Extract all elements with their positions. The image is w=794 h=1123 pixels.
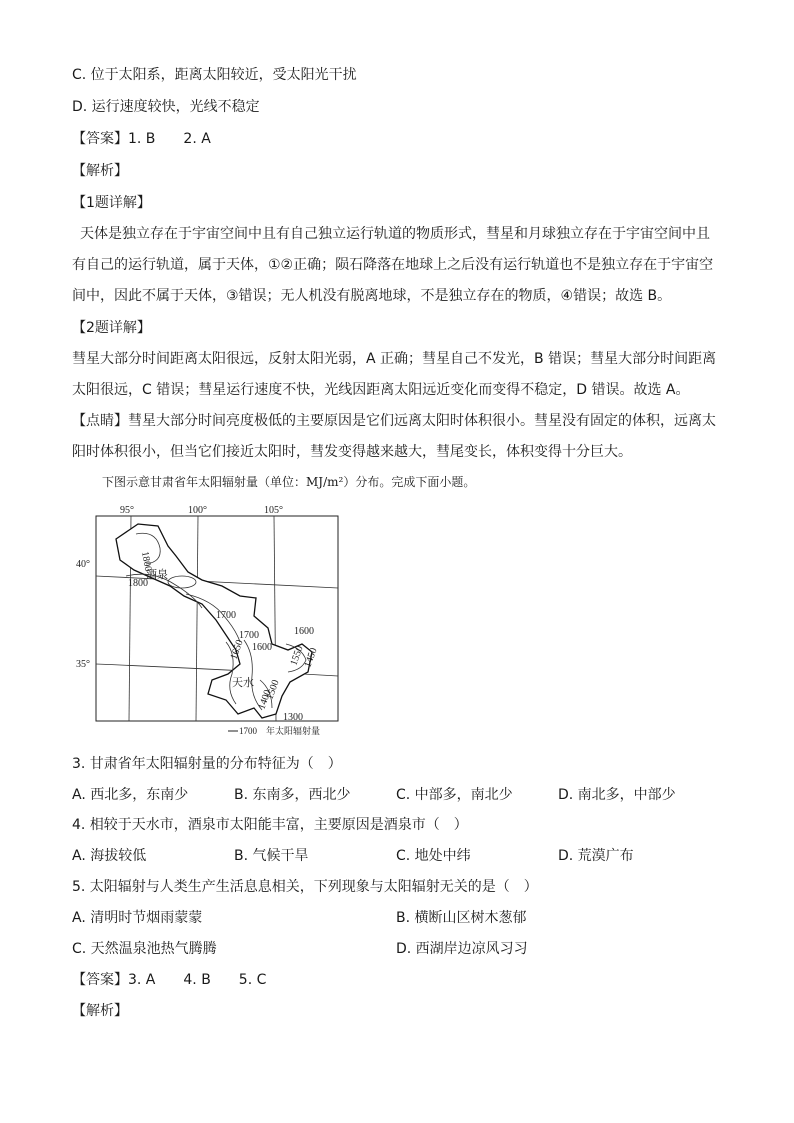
q1-explanation-line-2: 有自己的运行轨道，属于天体，①②正确；陨石降落在地球上之后没有运行轨道也不是独立存在于宇宙空	[72, 257, 714, 273]
lon-label-100: 100°	[188, 505, 207, 516]
q3-option-d: D. 南北多，中部少	[558, 787, 676, 803]
q4-option-d: D. 荒漠广布	[558, 848, 634, 864]
isoline-label-1600-b: 1600	[294, 626, 314, 637]
isoline-label-1700-b: 1700	[239, 630, 259, 641]
q2-explanation-line-1: 彗星大部分时间距离太阳很远，反射太阳光弱，A 正确；彗星自己不发光，B 错误；彗星大部分时间距离	[72, 351, 717, 367]
lon-label-105: 105°	[264, 505, 283, 516]
isoline-label-1650: 1650	[228, 638, 246, 662]
legend-label: 年太阳辐射量	[266, 726, 321, 736]
isoline-label-1600-a: 1600	[252, 642, 272, 653]
detail-heading-q1: 【1题详解】	[72, 195, 151, 211]
q3-option-b: B. 东南多，西北少	[234, 787, 351, 803]
lon-label-95: 95°	[120, 505, 134, 516]
option-c-prev: C. 位于太阳系，距离太阳较近，受太阳光干扰	[72, 67, 357, 83]
q1-explanation-line-1: 天体是独立存在于宇宙空间中且有自己独立运行轨道的物质形式，彗星和月球独立存在于宇宙空间中且	[80, 226, 710, 242]
isoline-label-1550: 1550	[288, 644, 306, 668]
answer-line-1: 【答案】1. B 2. A	[72, 131, 211, 147]
q5-option-a: A. 清明时节烟雨蒙蒙	[72, 910, 203, 926]
q5-option-c: C. 天然温泉池热气腾腾	[72, 941, 217, 957]
q3-option-a: A. 西北多，东南少	[72, 787, 189, 803]
tip-line-1: 【点睛】彗星大部分时间亮度极低的主要原因是它们远离太阳时体积很小。彗星没有固定的体积，远离太	[72, 413, 716, 429]
lat-label-40: 40°	[76, 559, 90, 570]
city-jiuquan: 酒泉	[146, 569, 168, 581]
q4-option-b: B. 气候干旱	[234, 848, 309, 864]
isoline-label-1800-b: 1800	[128, 578, 148, 589]
isoline-label-1400: 1400	[256, 688, 274, 712]
q2-explanation-line-2: 太阳很远，C 错误；彗星运行速度不快，光线因距离太阳远近变化而变得不稳定，D 错误。故选 A。	[72, 382, 690, 398]
analysis-heading-2: 【解析】	[72, 1003, 128, 1019]
gansu-radiation-map	[76, 504, 346, 736]
option-d-prev: D. 运行速度较快，光线不稳定	[72, 99, 260, 115]
tip-line-2: 阳时体积很小，但当它们接近太阳时，彗发变得越来越大，彗尾变长，体积变得十分巨大。	[72, 444, 632, 460]
question-5-stem: 5. 太阳辐射与人类生产生活息息相关，下列现象与太阳辐射无关的是（ ）	[72, 879, 538, 895]
figure-caption: 下图示意甘肃省年太阳辐射量（单位：MJ/m²）分布。完成下面小题。	[102, 475, 476, 489]
question-4-stem: 4. 相较于天水市，酒泉市太阳能丰富，主要原因是酒泉市（ ）	[72, 817, 468, 833]
city-tianshui: 天水	[232, 677, 254, 689]
question-3-stem: 3. 甘肃省年太阳辐射量的分布特征为（ ）	[72, 756, 342, 772]
legend-value: 1700	[239, 726, 257, 736]
isoline-label-1300: 1300	[283, 712, 303, 723]
lat-label-35: 35°	[76, 659, 90, 670]
isoline-label-1500: 1500	[264, 678, 282, 702]
q3-option-c: C. 中部多，南北少	[396, 787, 513, 803]
analysis-heading-1: 【解析】	[72, 163, 128, 179]
q1-explanation-line-3: 间中，因此不属于天体，③错误；无人机没有脱离地球，不是独立存在的物质，④错误；故选 B。	[72, 288, 672, 304]
q5-option-d: D. 西湖岸边凉风习习	[396, 941, 528, 957]
q4-option-c: C. 地处中纬	[396, 848, 471, 864]
answer-line-2: 【答案】3. A 4. B 5. C	[72, 972, 267, 988]
isoline-label-1700-a: 1700	[216, 610, 236, 621]
lon-line-100	[196, 516, 198, 721]
isoline-label-1800-a: 1800	[139, 550, 154, 573]
q4-option-a: A. 海拔较低	[72, 848, 147, 864]
detail-heading-q2: 【2题详解】	[72, 320, 151, 336]
isoline-label-1450: 1450	[302, 646, 320, 670]
q5-option-b: B. 横断山区树木葱郁	[396, 910, 527, 926]
